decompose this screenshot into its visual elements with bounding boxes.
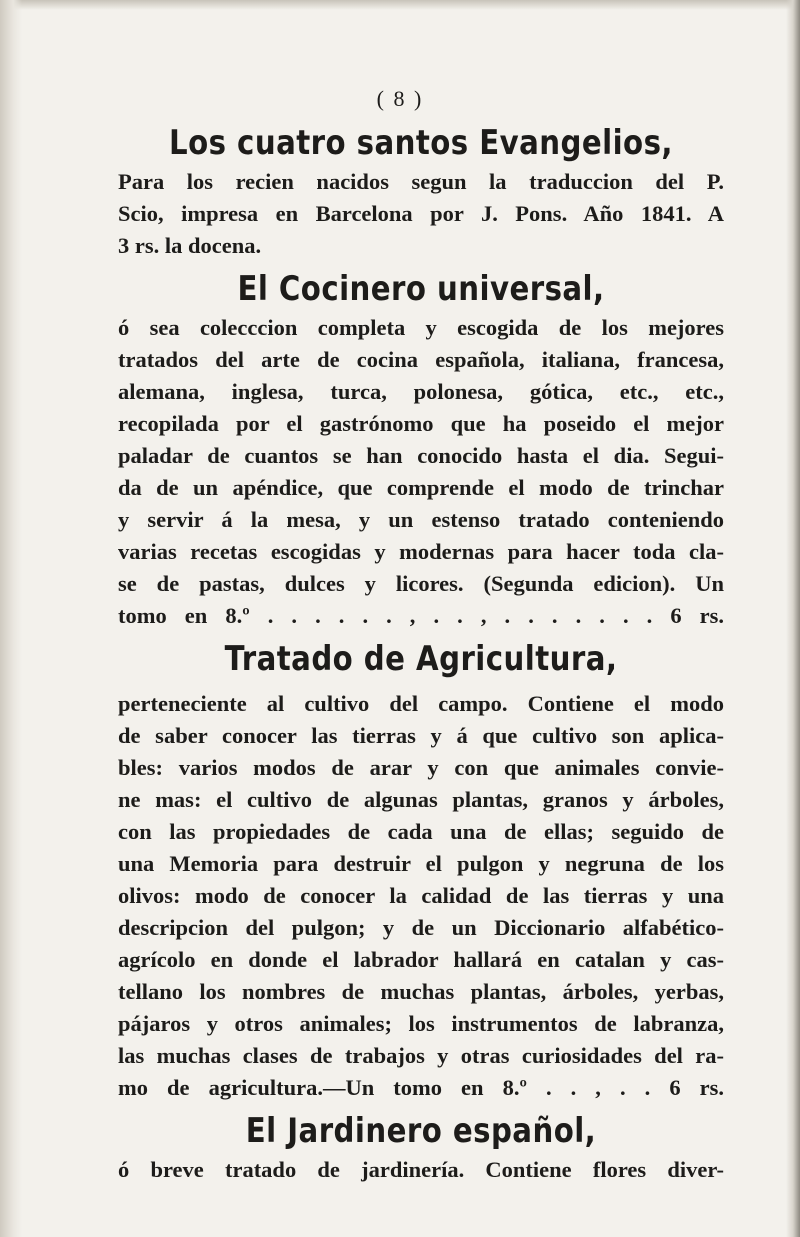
text-line: da de un apéndice, que comprende el modo de trinchar xyxy=(118,475,724,500)
entry-text xyxy=(118,166,724,262)
text-line: alemana, inglesa, turca, polonesa, gótica, etc., etc., xyxy=(118,379,724,404)
text-line: Scio, impresa en Barcelona por J. Pons. Año 1841. A xyxy=(118,201,724,226)
text-line: paladar de cuantos se han conocido hasta el dia. Segui- xyxy=(118,443,724,468)
text-line: se de pastas, dulces y licores. (Segunda edicion). Un xyxy=(118,571,724,596)
text-line: descripcion del pulgon; y de un Diccionario alfabético- xyxy=(118,915,724,940)
entry-title: El Jardinero español, xyxy=(245,1111,597,1151)
entry-text xyxy=(118,688,724,1104)
page-left-shadow xyxy=(0,0,22,1237)
text-line: tratados del arte de cocina española, italiana, francesa, xyxy=(118,347,724,372)
text-line: tellano los nombres de muchas plantas, árboles, yerbas, xyxy=(118,979,724,1004)
text-line: olivos: modo de conocer la calidad de las tierras y una xyxy=(118,883,724,908)
text-line: pájaros y otros animales; los instrumentos de labranza, xyxy=(118,1011,724,1036)
entry-agricultura xyxy=(118,636,724,1104)
entry-jardinero xyxy=(118,1108,724,1186)
text-line: mo de agricultura.—Un tomo en 8.º . . , . . 6 rs. xyxy=(118,1075,724,1100)
entry-title: El Cocinero universal, xyxy=(237,269,605,309)
entry-title: Los cuatro santos Evangelios, xyxy=(169,123,673,163)
text-line: bles: varios modos de arar y con que animales convie- xyxy=(118,755,724,780)
page-top-shadow xyxy=(0,0,800,10)
entry-evangelios xyxy=(118,120,724,262)
text-line: con las propiedades de cada una de ellas; seguido de xyxy=(118,819,724,844)
entry-cocinero xyxy=(118,266,724,632)
text-line: varias recetas escogidas y modernas para hacer toda cla- xyxy=(118,539,724,564)
text-line: ó sea colecccion completa y escogida de los mejores xyxy=(118,315,724,340)
text-line: perteneciente al cultivo del campo. Contiene el modo xyxy=(118,691,724,716)
text-line: una Memoria para destruir el pulgon y negruna de los xyxy=(118,851,724,876)
text-line: y servir á la mesa, y un estenso tratado conteniendo xyxy=(118,507,724,532)
page-number: ( 8 ) xyxy=(376,86,424,111)
text-line: agrícolo en donde el labrador hallará en catalan y cas- xyxy=(118,947,724,972)
entry-text xyxy=(118,1154,724,1186)
text-line: ó breve tratado de jardinería. Contiene flores diver- xyxy=(118,1157,724,1182)
page-right-shadow xyxy=(786,0,800,1237)
text-line: Para los recien nacidos segun la traduccion del P. xyxy=(118,169,724,194)
text-line: recopilada por el gastrónomo que ha poseido el mejor xyxy=(118,411,724,436)
text-line: 3 rs. la docena. xyxy=(118,233,262,258)
text-line: las muchas clases de trabajos y otras curiosidades del ra- xyxy=(118,1043,724,1068)
entry-text xyxy=(118,312,724,632)
text-line: tomo en 8.º . . . . . . , . . , . . . . . . . 6 rs. xyxy=(118,603,724,628)
page-body xyxy=(118,120,724,1186)
entry-title: Tratado de Agricultura, xyxy=(224,639,618,679)
text-line: ne mas: el cultivo de algunas plantas, granos y árboles, xyxy=(118,787,724,812)
text-line: de saber conocer las tierras y á que cultivo son aplica- xyxy=(118,723,724,748)
